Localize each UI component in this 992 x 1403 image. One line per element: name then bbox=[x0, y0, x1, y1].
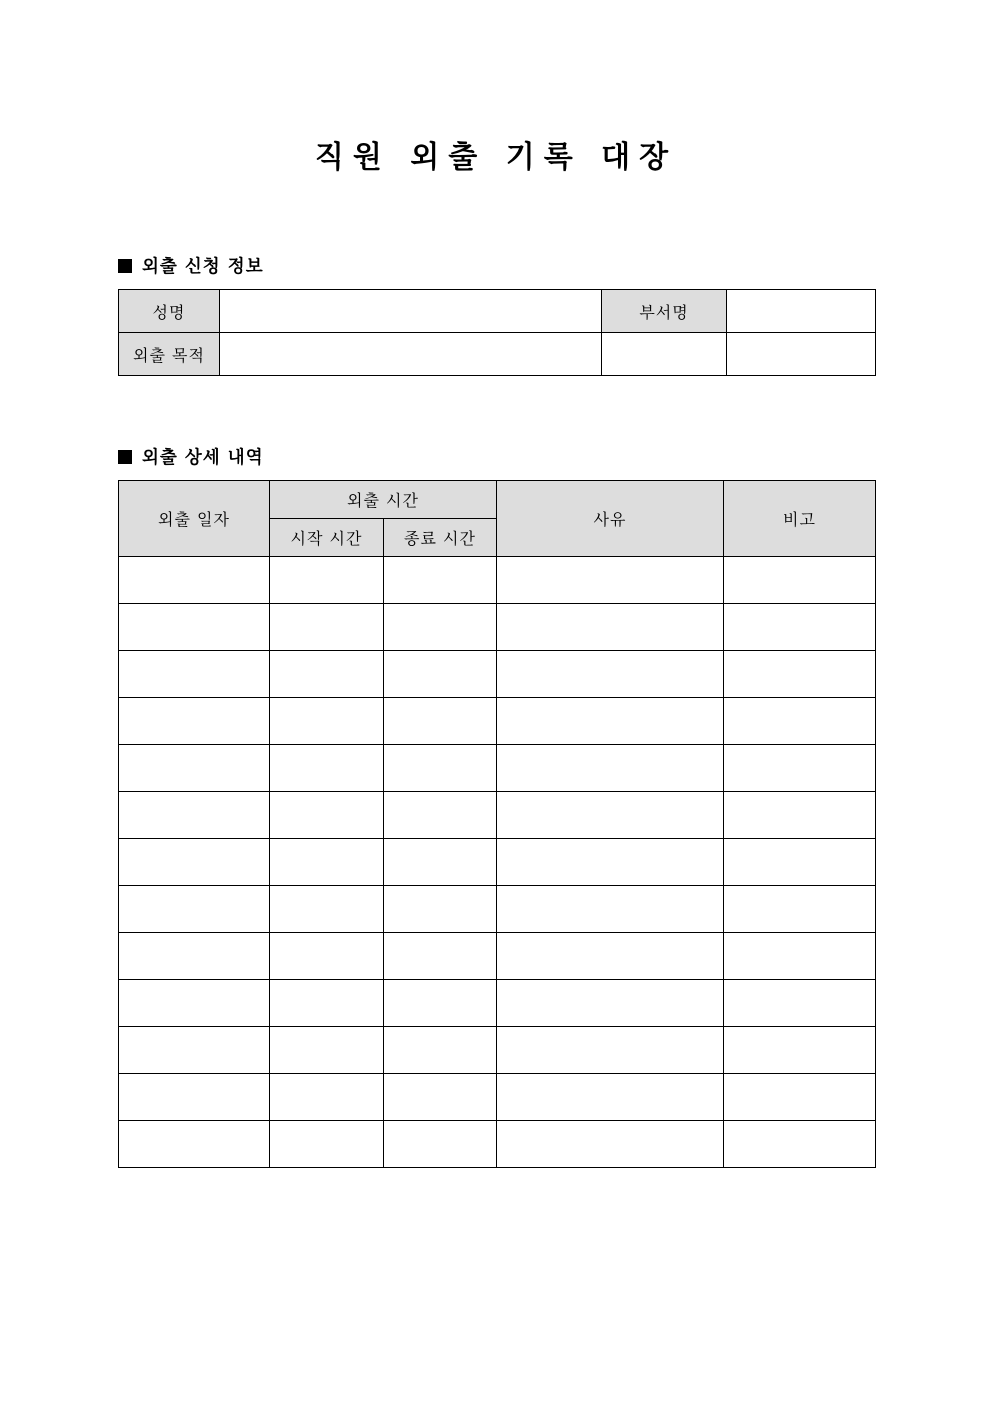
note-cell[interactable] bbox=[724, 1027, 876, 1074]
date-cell[interactable] bbox=[119, 651, 270, 698]
date-cell[interactable] bbox=[119, 604, 270, 651]
start-time-cell[interactable] bbox=[270, 557, 384, 604]
reason-cell[interactable] bbox=[497, 557, 724, 604]
date-cell[interactable] bbox=[119, 886, 270, 933]
table-row bbox=[119, 839, 876, 886]
date-cell[interactable] bbox=[119, 1074, 270, 1121]
table-row bbox=[119, 980, 876, 1027]
table-row bbox=[119, 557, 876, 604]
date-cell[interactable] bbox=[119, 557, 270, 604]
end-time-cell[interactable] bbox=[384, 651, 497, 698]
table-row bbox=[119, 604, 876, 651]
table-row bbox=[119, 792, 876, 839]
end-time-cell[interactable] bbox=[384, 792, 497, 839]
note-cell[interactable] bbox=[724, 839, 876, 886]
square-bullet-icon bbox=[118, 450, 132, 464]
note-cell[interactable] bbox=[724, 651, 876, 698]
start-time-cell[interactable] bbox=[270, 1074, 384, 1121]
reason-cell[interactable] bbox=[497, 698, 724, 745]
table-row bbox=[119, 651, 876, 698]
table-row bbox=[119, 333, 876, 376]
column-header-date: 외출 일자 bbox=[119, 481, 270, 557]
table-row bbox=[119, 1027, 876, 1074]
start-time-cell[interactable] bbox=[270, 1121, 384, 1168]
header-row bbox=[119, 481, 876, 519]
end-time-cell[interactable] bbox=[384, 745, 497, 792]
purpose-field[interactable] bbox=[220, 333, 602, 376]
date-cell[interactable] bbox=[119, 1027, 270, 1074]
reason-cell[interactable] bbox=[497, 839, 724, 886]
date-cell[interactable] bbox=[119, 839, 270, 886]
purpose-label: 외출 목적 bbox=[119, 333, 220, 376]
square-bullet-icon bbox=[118, 259, 132, 273]
reason-cell[interactable] bbox=[497, 1074, 724, 1121]
department-field[interactable] bbox=[727, 290, 876, 333]
reason-cell[interactable] bbox=[497, 1027, 724, 1074]
detail-table bbox=[118, 480, 876, 1168]
note-cell[interactable] bbox=[724, 557, 876, 604]
reason-cell[interactable] bbox=[497, 604, 724, 651]
extra-field[interactable] bbox=[727, 333, 876, 376]
page-title: 직원 외출 기록 대장 bbox=[314, 140, 678, 175]
date-cell[interactable] bbox=[119, 933, 270, 980]
start-time-cell[interactable] bbox=[270, 698, 384, 745]
extra-field[interactable] bbox=[602, 333, 727, 376]
note-cell[interactable] bbox=[724, 698, 876, 745]
end-time-cell[interactable] bbox=[384, 886, 497, 933]
note-cell[interactable] bbox=[724, 1121, 876, 1168]
date-cell[interactable] bbox=[119, 698, 270, 745]
reason-cell[interactable] bbox=[497, 980, 724, 1027]
start-time-cell[interactable] bbox=[270, 604, 384, 651]
table-row bbox=[119, 933, 876, 980]
end-time-cell[interactable] bbox=[384, 1074, 497, 1121]
column-header-end: 종료 시간 bbox=[384, 519, 497, 557]
name-label: 성명 bbox=[119, 290, 220, 333]
date-cell[interactable] bbox=[119, 792, 270, 839]
section-heading-label: 외출 상세 내역 bbox=[142, 448, 264, 468]
note-cell[interactable] bbox=[724, 792, 876, 839]
table-row bbox=[119, 290, 876, 333]
note-cell[interactable] bbox=[724, 980, 876, 1027]
note-cell[interactable] bbox=[724, 933, 876, 980]
start-time-cell[interactable] bbox=[270, 745, 384, 792]
end-time-cell[interactable] bbox=[384, 980, 497, 1027]
info-table bbox=[118, 289, 876, 376]
end-time-cell[interactable] bbox=[384, 557, 497, 604]
reason-cell[interactable] bbox=[497, 792, 724, 839]
end-time-cell[interactable] bbox=[384, 1121, 497, 1168]
table-row bbox=[119, 1121, 876, 1168]
reason-cell[interactable] bbox=[497, 886, 724, 933]
table-row bbox=[119, 1074, 876, 1121]
section-heading-detail bbox=[118, 444, 264, 469]
department-label: 부서명 bbox=[602, 290, 727, 333]
date-cell[interactable] bbox=[119, 980, 270, 1027]
start-time-cell[interactable] bbox=[270, 651, 384, 698]
start-time-cell[interactable] bbox=[270, 886, 384, 933]
start-time-cell[interactable] bbox=[270, 792, 384, 839]
reason-cell[interactable] bbox=[497, 745, 724, 792]
start-time-cell[interactable] bbox=[270, 839, 384, 886]
note-cell[interactable] bbox=[724, 745, 876, 792]
table-row bbox=[119, 698, 876, 745]
column-header-reason: 사유 bbox=[497, 481, 724, 557]
reason-cell[interactable] bbox=[497, 651, 724, 698]
end-time-cell[interactable] bbox=[384, 698, 497, 745]
section-heading-info bbox=[118, 253, 264, 278]
reason-cell[interactable] bbox=[497, 1121, 724, 1168]
section-heading-label: 외출 신청 정보 bbox=[142, 257, 264, 277]
end-time-cell[interactable] bbox=[384, 604, 497, 651]
note-cell[interactable] bbox=[724, 604, 876, 651]
date-cell[interactable] bbox=[119, 745, 270, 792]
end-time-cell[interactable] bbox=[384, 839, 497, 886]
start-time-cell[interactable] bbox=[270, 1027, 384, 1074]
name-field[interactable] bbox=[220, 290, 602, 333]
reason-cell[interactable] bbox=[497, 933, 724, 980]
date-cell[interactable] bbox=[119, 1121, 270, 1168]
start-time-cell[interactable] bbox=[270, 980, 384, 1027]
note-cell[interactable] bbox=[724, 1074, 876, 1121]
table-row bbox=[119, 886, 876, 933]
start-time-cell[interactable] bbox=[270, 933, 384, 980]
end-time-cell[interactable] bbox=[384, 933, 497, 980]
table-row bbox=[119, 745, 876, 792]
column-header-start: 시작 시간 bbox=[270, 519, 384, 557]
end-time-cell[interactable] bbox=[384, 1027, 497, 1074]
column-header-note: 비고 bbox=[724, 481, 876, 557]
column-header-time: 외출 시간 bbox=[270, 481, 497, 519]
note-cell[interactable] bbox=[724, 886, 876, 933]
